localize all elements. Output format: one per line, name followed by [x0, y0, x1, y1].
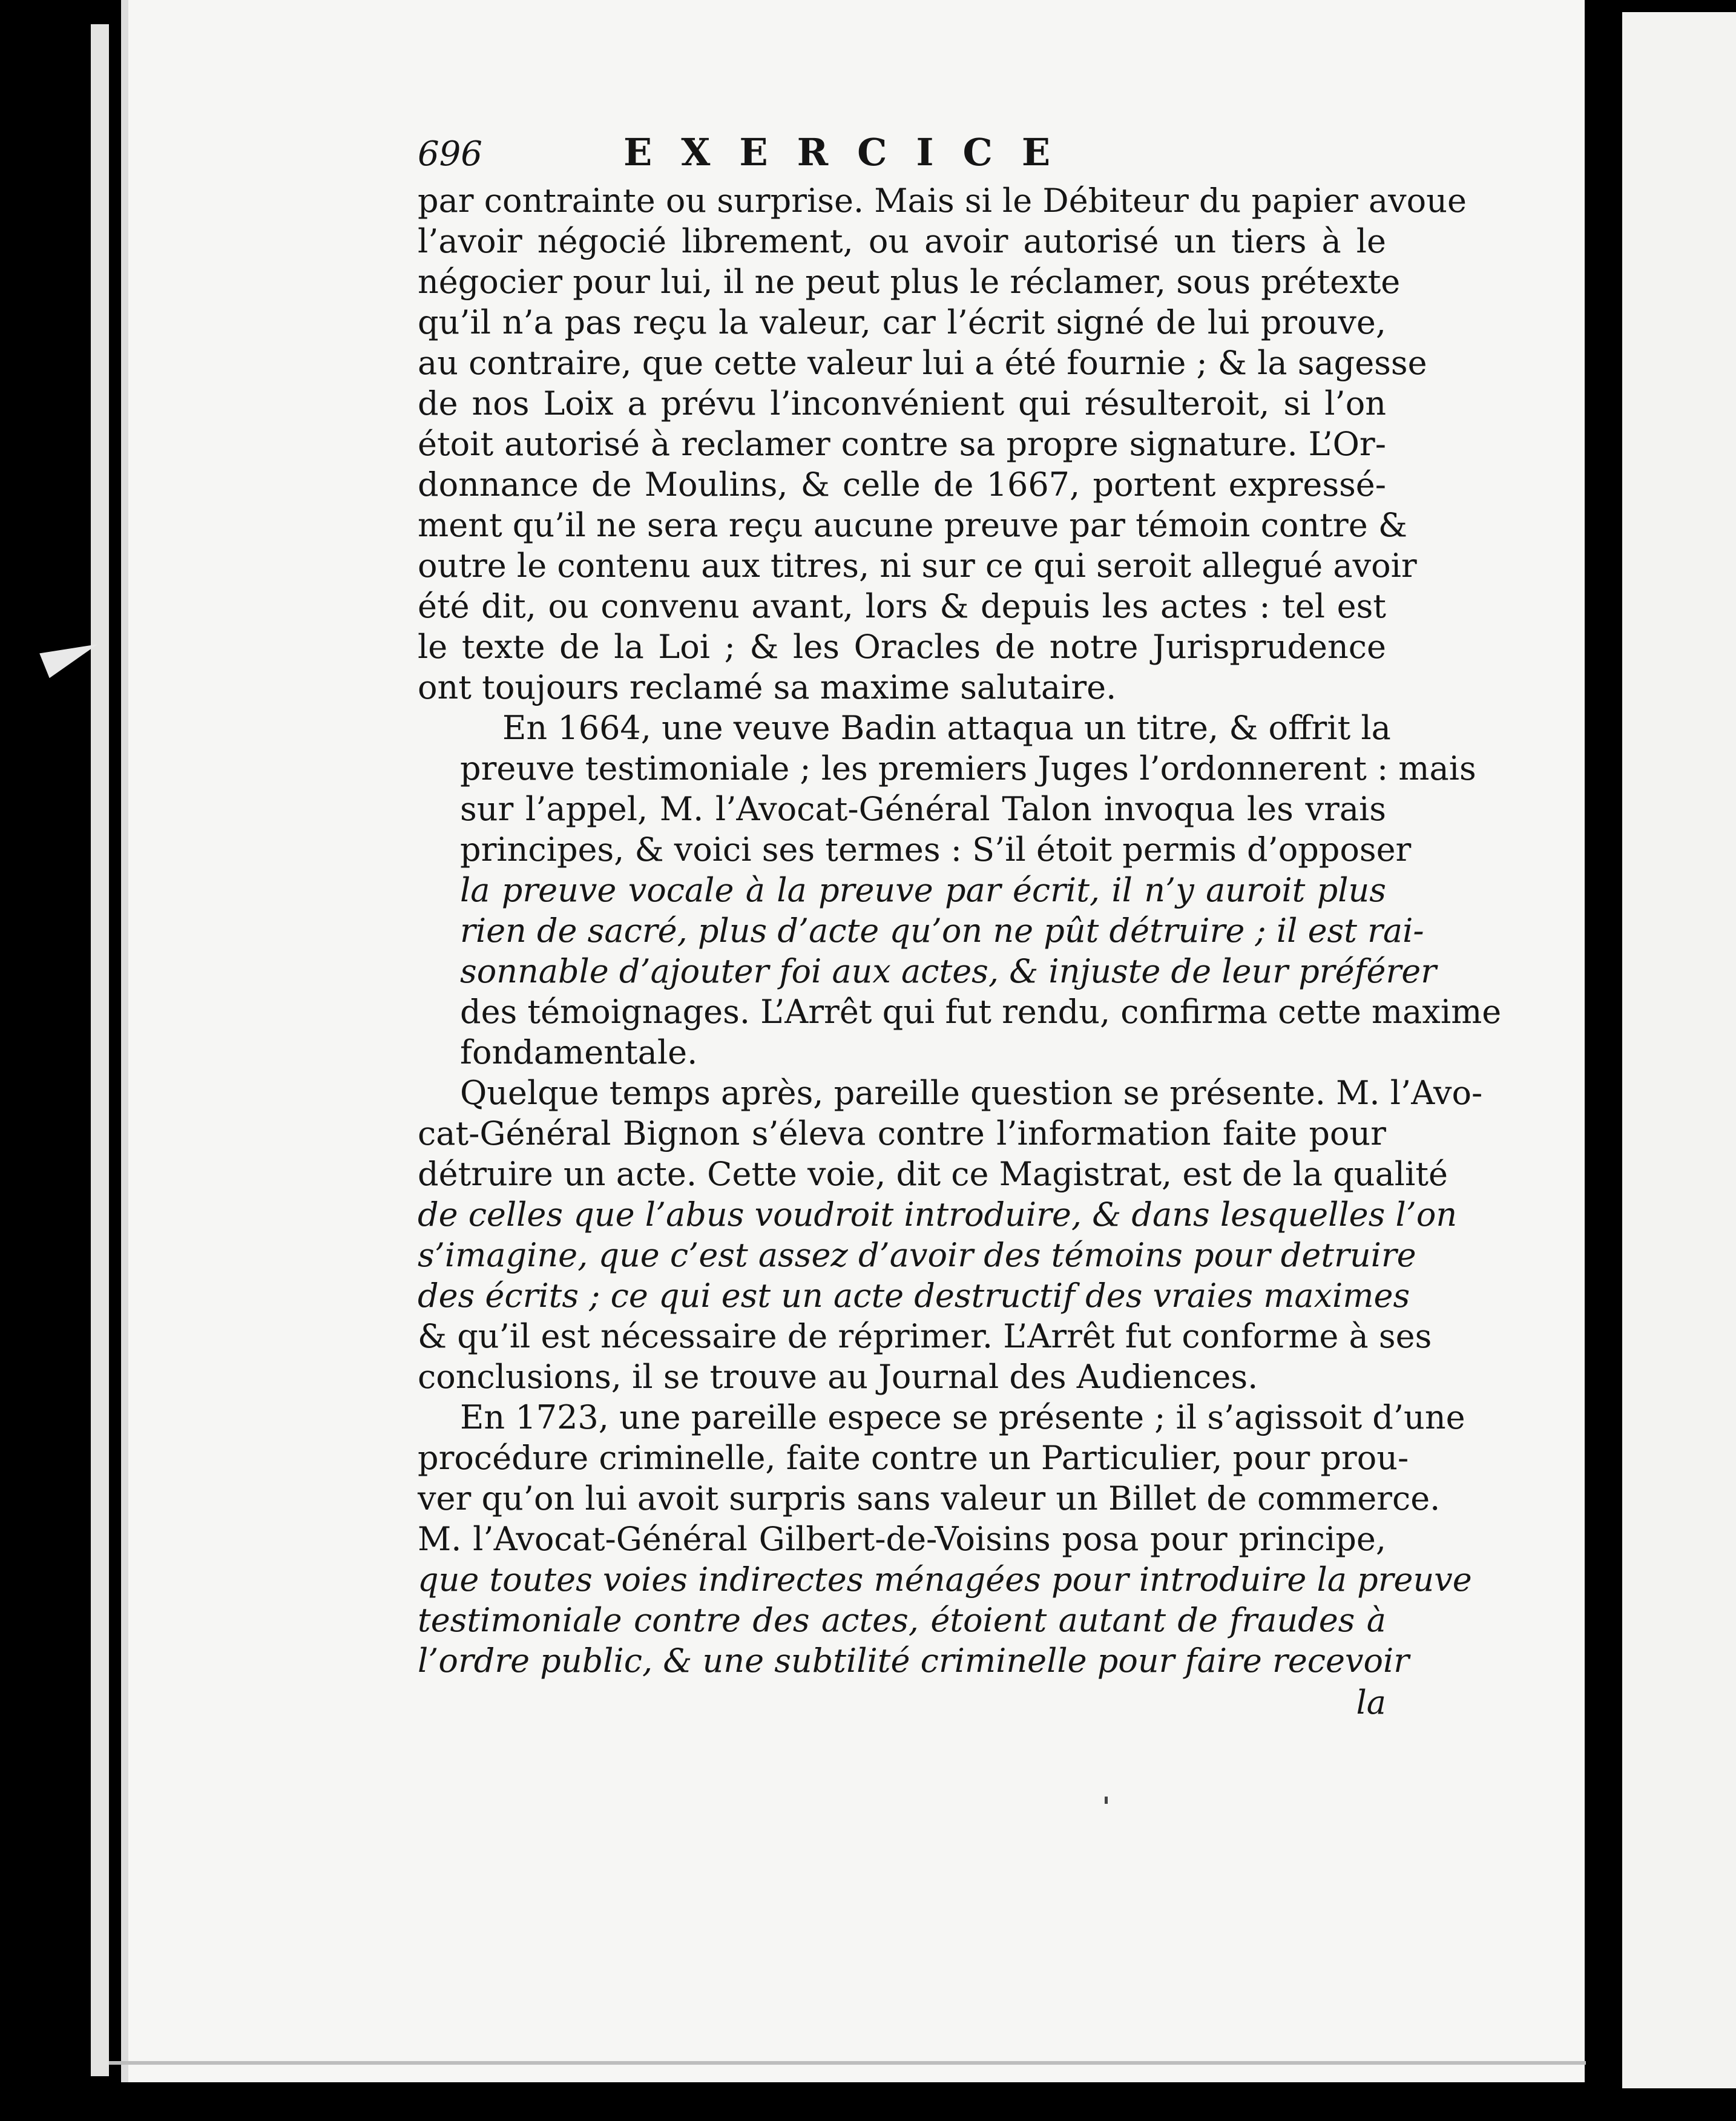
- text-line: l’avoir négocié librement, ou avoir autorisé un tiers à le: [418, 222, 1386, 260]
- page-bottom-edge: [109, 2061, 1586, 2065]
- text-line: sur l’appel, M. l’Avocat-Général Talon invoqua les vrais: [460, 790, 1386, 828]
- text-line: par contrainte ou surprise. Mais si le Débiteur du papier avoue: [418, 182, 1467, 220]
- text-line: Quelque temps après, pareille question se présente. M. l’Avo-: [460, 1074, 1483, 1112]
- running-header: [418, 132, 1386, 180]
- text-line: En 1723, une pareille espece se présente ; il s’agissoit d’une: [460, 1398, 1465, 1436]
- catchword-row: [418, 1682, 1386, 1723]
- text-line: cat-Général Bignon s’éleva contre l’information faite pour: [418, 1114, 1386, 1153]
- text-line: M. l’Avocat-Général Gilbert-de-Voisins posa pour principe,: [418, 1520, 1386, 1558]
- text-line: des écrits ; ce qui est un acte destructif des vraies maximes: [418, 1277, 1410, 1315]
- text-line: négocier pour lui, il ne peut plus le réclamer, sous prétexte: [418, 263, 1401, 301]
- paragraph-2: [418, 708, 1502, 1073]
- text-line: testimoniale contre des actes, étoient autant de fraudes à: [418, 1601, 1386, 1639]
- text-line: principes, & voici ses termes : S’il étoit permis d’opposer: [460, 830, 1412, 869]
- running-title: EXERCICE: [623, 130, 1080, 174]
- text-line: été dit, ou convenu avant, lors & depuis les actes : tel est: [418, 587, 1386, 625]
- text-line: En 1664, une veuve Badin attaqua un titre, & offrit la: [502, 709, 1391, 747]
- ink-speck: [1105, 1797, 1108, 1804]
- text-line: que toutes voies indirectes ménagées pour introduire la preuve: [418, 1560, 1472, 1599]
- text-line: s’imagine, que c’est assez d’avoir des témoins pour detruire: [418, 1236, 1416, 1274]
- page-text: [418, 130, 1502, 1723]
- text-line: ment qu’il ne sera reçu aucune preuve par témoin contre &: [418, 506, 1407, 544]
- text-line: de nos Loix a prévu l’inconvénient qui résulteroit, si l’on: [418, 384, 1386, 423]
- text-line: ont toujours reclamé sa maxime salutaire.: [418, 668, 1117, 706]
- text-line: étoit autorisé à reclamer contre sa propre signature. L’Or-: [418, 425, 1386, 463]
- text-line: & qu’il est nécessaire de réprimer. L’Arrêt fut conforme à ses: [418, 1317, 1432, 1355]
- text-line: preuve testimoniale ; les premiers Juges l’ordonnerent : mais: [460, 749, 1476, 788]
- catchword: la: [1356, 1683, 1386, 1721]
- text-line: ver qu’on lui avoit surpris sans valeur un Billet de commerce.: [418, 1479, 1441, 1518]
- paragraph-3: [418, 1073, 1483, 1397]
- facing-page-strip: [1622, 12, 1736, 2088]
- page-edge: [91, 24, 109, 2076]
- text-line: donnance de Moulins, & celle de 1667, portent expressé-: [418, 465, 1386, 504]
- text-line: la preuve vocale à la preuve par écrit, il n’y auroit plus: [460, 871, 1386, 909]
- text-line: le texte de la Loi ; & les Oracles de notre Jurisprudence: [418, 628, 1386, 666]
- text-line: au contraire, que cette valeur lui a été fournie ; & la sagesse: [418, 344, 1427, 382]
- text-line: des témoignages. L’Arrêt qui fut rendu, confirma cette maxime: [460, 993, 1502, 1031]
- page-number: 696: [418, 134, 482, 174]
- text-line: qu’il n’a pas reçu la valeur, car l’écrit signé de lui prouve,: [418, 303, 1386, 341]
- text-line: l’ordre public, & une subtilité criminelle pour faire recevoir: [418, 1642, 1410, 1680]
- paragraph-1: [418, 180, 1467, 708]
- text-line: outre le contenu aux titres, ni sur ce qui seroit allegué avoir: [418, 547, 1417, 585]
- text-line: rien de sacré, plus d’acte qu’on ne pût détruire ; il est rai-: [460, 912, 1424, 950]
- paragraph-4: [418, 1397, 1472, 1681]
- text-line: de celles que l’abus voudroit introduire, & dans lesquelles l’on: [418, 1195, 1458, 1234]
- text-line: procédure criminelle, faite contre un Particulier, pour prou-: [418, 1439, 1409, 1477]
- text-line: fondamentale.: [460, 1033, 698, 1071]
- text-line: sonnable d’ajouter foi aux actes, & injuste de leur préférer: [460, 952, 1437, 990]
- text-line: détruire un acte. Cette voie, dit ce Magistrat, est de la qualité: [418, 1155, 1448, 1193]
- text-line: conclusions, il se trouve au Journal des Audiences.: [418, 1358, 1258, 1396]
